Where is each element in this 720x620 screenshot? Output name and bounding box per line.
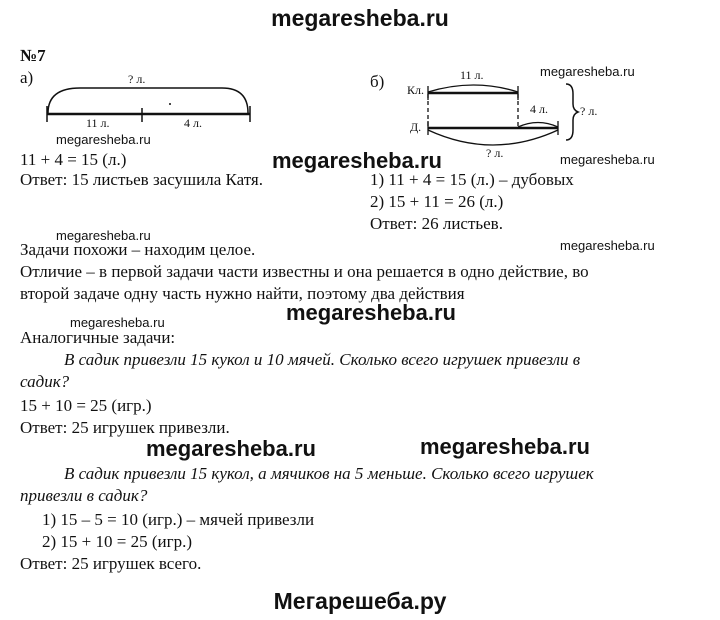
difference-line2: второй задаче одну часть нужно найти, поэтому два действия	[20, 284, 465, 303]
task-number: №7	[20, 46, 46, 65]
task1-solution: 15 + 10 = 25 (игр.)	[20, 396, 152, 415]
footer-watermark: Мегарешеба.ру	[273, 588, 447, 614]
watermark-big: megaresheba.ru	[146, 436, 316, 461]
task2-answer: Ответ: 25 игрушек всего.	[20, 554, 202, 573]
task2-step1: 1) 15 – 5 = 10 (игр.) – мячей привезли	[42, 510, 315, 529]
part-a-seg2-label: 4 л.	[184, 116, 202, 130]
watermark-small: megaresheba.ru	[56, 228, 151, 243]
part-a-solution: 11 + 4 = 15 (л.)	[20, 150, 127, 169]
watermark-big: megaresheba.ru	[420, 434, 590, 459]
watermark-small: megaresheba.ru	[540, 64, 635, 79]
task2-line2: привезли в садик?	[20, 486, 148, 505]
task2-line1: В садик привезли 15 кукол, а мячиков на 5 меньше. Сколько всего игрушек	[64, 464, 594, 483]
watermark-small: megaresheba.ru	[70, 315, 165, 330]
task2-step2: 2) 15 + 10 = 25 (игр.)	[42, 532, 192, 551]
part-b-bottom-label: ? л.	[486, 146, 504, 160]
part-b-label: б)	[370, 72, 385, 91]
watermark-big: megaresheba.ru	[286, 300, 456, 325]
part-a-answer: Ответ: 15 листьев засушила Катя.	[20, 170, 264, 189]
part-b-step1: 1) 11 + 4 = 15 (л.) – дубовых	[370, 170, 574, 189]
part-b-diff-label: 4 л.	[530, 102, 548, 116]
part-b-row1-name: Кл.	[407, 83, 424, 97]
part-b-brace-label: ? л.	[580, 104, 598, 118]
watermark-small: megaresheba.ru	[560, 152, 655, 167]
part-b-row2-name: Д.	[410, 120, 422, 134]
watermark-big: megaresheba.ru	[272, 148, 442, 173]
similar-text: Задачи похожи – находим целое.	[20, 240, 256, 259]
task1-line1: В садик привезли 15 кукол и 10 мячей. Сколько всего игрушек привезли в	[64, 350, 581, 369]
difference-line1: Отличие – в первой задачи части известны и она решается в одно действие, во	[20, 262, 589, 281]
part-a-seg1-label: 11 л.	[86, 116, 110, 130]
part-b-top-label: 11 л.	[460, 68, 484, 82]
task1-line2: садик?	[20, 372, 70, 391]
analog-heading: Аналогичные задачи:	[20, 328, 176, 347]
part-a-whole-label: ? л.	[128, 72, 146, 86]
watermark-small: megaresheba.ru	[56, 132, 151, 147]
part-b-answer: Ответ: 26 листьев.	[370, 214, 503, 233]
task1-answer: Ответ: 25 игрушек привезли.	[20, 418, 230, 437]
part-a-label: а)	[20, 68, 34, 87]
part-b-step2: 2) 15 + 11 = 26 (л.)	[370, 192, 504, 211]
watermark-small: megaresheba.ru	[560, 238, 655, 253]
site-header: megaresheba.ru	[271, 5, 449, 31]
